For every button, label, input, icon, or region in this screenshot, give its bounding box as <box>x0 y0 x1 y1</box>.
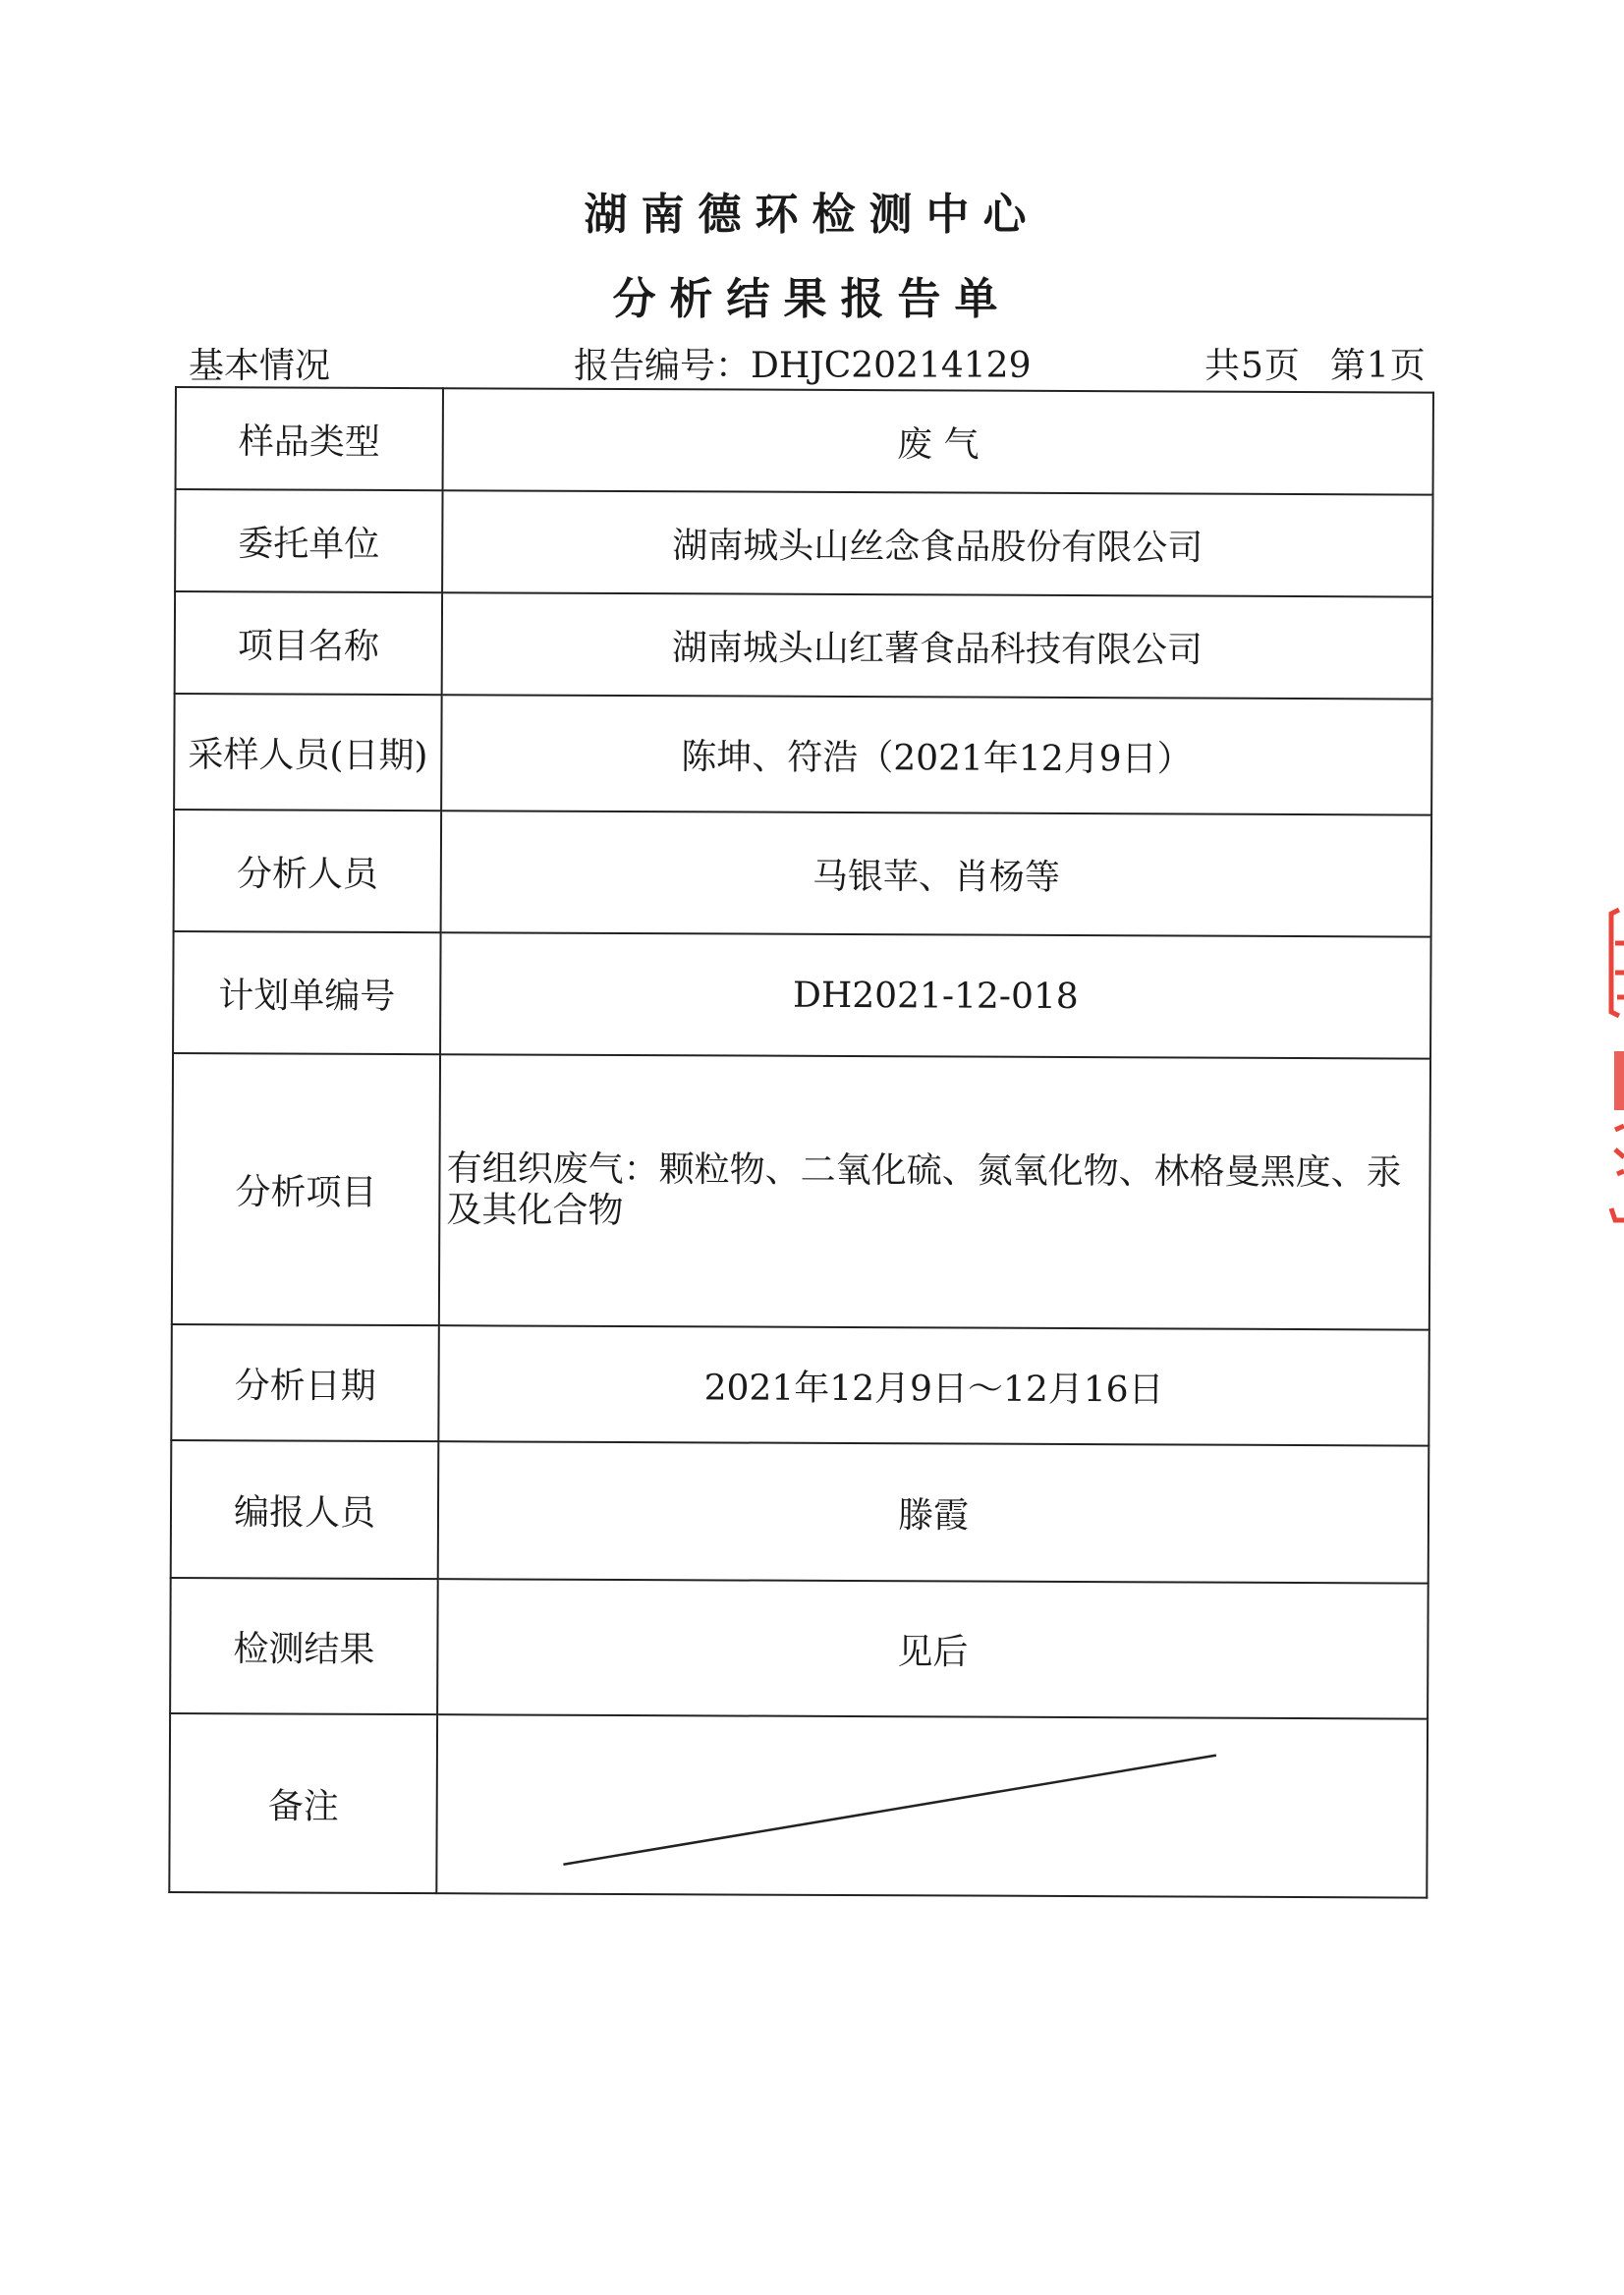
table-row <box>176 387 1433 495</box>
table-row <box>171 1324 1429 1446</box>
table-row <box>173 931 1431 1059</box>
table-row <box>174 694 1432 815</box>
row-value-analysis-items: 有组织废气：颗粒物、二氧化硫、氮氧化物、林格曼黑度、汞及其化合物 <box>439 1054 1430 1329</box>
table-row <box>170 1578 1428 1719</box>
seal-stamp <box>1582 904 1624 1228</box>
row-label-analyst: 分析人员 <box>174 810 442 932</box>
table-row <box>169 1713 1428 1898</box>
row-label-client: 委托单位 <box>175 489 443 592</box>
seal-stamp-edge <box>1582 904 1624 1228</box>
basic-info-table <box>168 386 1434 1899</box>
total-pages: 共5页 <box>1204 346 1301 386</box>
page-indicator <box>1204 338 1427 388</box>
table-row <box>172 1053 1430 1330</box>
row-label-result: 检测结果 <box>170 1578 438 1714</box>
report-title: 分析结果报告单 <box>612 274 1012 324</box>
table-row <box>175 591 1432 700</box>
row-value-compiler: 滕霞 <box>438 1441 1428 1583</box>
report-number: 报告编号：DHJC20214129 <box>574 346 1032 386</box>
row-value-sample-type: 废 气 <box>443 388 1433 494</box>
row-value-analysis-date: 2021年12月9日～12月16日 <box>438 1325 1428 1445</box>
table-row <box>174 810 1432 937</box>
row-label-analysis-items: 分析项目 <box>172 1053 440 1325</box>
org-title: 湖南德环检测中心 <box>584 190 1040 240</box>
row-value-project-name: 湖南城头山红薯食品科技有限公司 <box>442 592 1432 699</box>
row-value-client: 湖南城头山丝念食品股份有限公司 <box>442 490 1432 596</box>
row-label-sampler: 采样人员(日期) <box>174 694 442 811</box>
row-value-result: 见后 <box>437 1579 1428 1718</box>
table-row <box>171 1440 1429 1584</box>
row-value-analyst: 马银苹、肖杨等 <box>441 811 1431 936</box>
row-value-sampler: 陈坤、符浩（2021年12月9日） <box>441 695 1431 814</box>
row-label-project-name: 项目名称 <box>175 591 443 695</box>
row-label-remarks: 备注 <box>169 1713 437 1893</box>
row-value-remarks <box>436 1714 1428 1897</box>
current-page: 第1页 <box>1329 346 1427 386</box>
row-label-sample-type: 样品类型 <box>176 387 444 490</box>
row-value-plan-number: DH2021-12-018 <box>440 932 1430 1058</box>
section-label: 基本情况 <box>189 346 331 386</box>
remarks-strike-line <box>437 1716 1421 1895</box>
row-label-plan-number: 计划单编号 <box>173 931 441 1054</box>
table-row <box>175 489 1432 597</box>
row-label-analysis-date: 分析日期 <box>171 1324 439 1441</box>
row-label-compiler: 编报人员 <box>171 1440 439 1579</box>
